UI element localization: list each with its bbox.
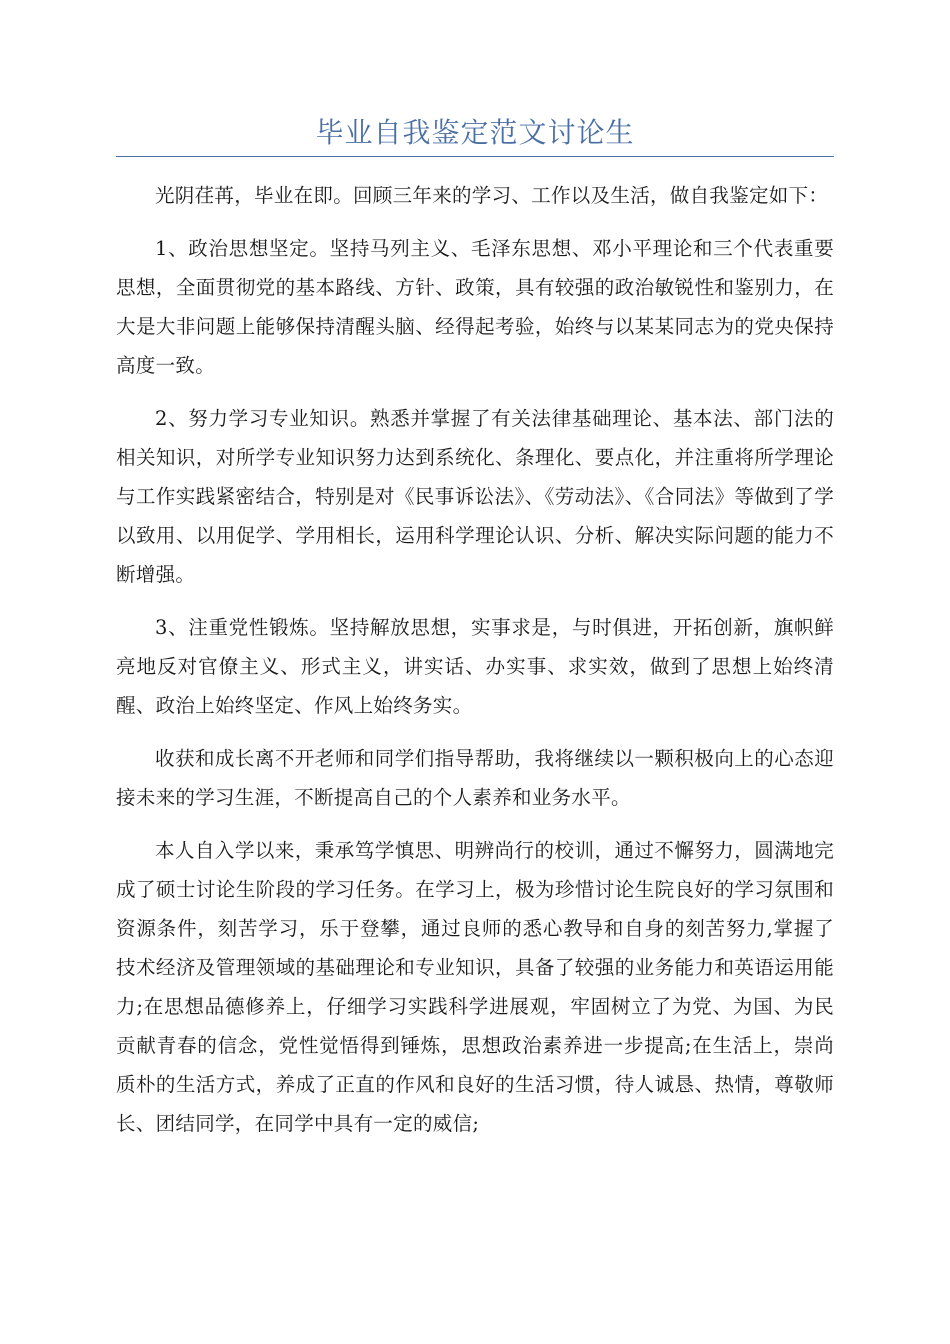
document-body: [116, 176, 834, 1157]
paragraph-political: 1、政治思想坚定。坚持马列主义、毛泽东思想、邓小平理论和三个代表重要思想，全面贯彻党的基本路线、方针、政策，具有较强的政治敏锐性和鉴别力，在大是大非问题上能够保持清醒头脑、经得起考验，始终与以某某同志为的党央保持高度一致。: [116, 237, 834, 377]
document-title: 毕业自我鉴定范文讨论生: [315, 116, 635, 149]
paragraph-summary: 本人自入学以来，秉承笃学慎思、明辨尚行的校训，通过不懈努力，圆满地完成了硕士讨论生阶段的学习任务。在学习上，极为珍惜讨论生院良好的学习氛围和资源条件，刻苦学习，乐于登攀，通过良师的悉心教导和自身的刻苦努力,掌握了技术经济及管理领域的基础理论和专业知识，具备了较强的业务能力和英语运用能力;在思想品德修养上，仔细学习实践科学进展观，牢固树立了为党、为国、为民贡献青春的信念，党性觉悟得到锤炼，思想政治素养进一步提高;在生活上，崇尚质朴的生活方式，养成了正直的作风和良好的生活习惯，待人诚恳、热情，尊敬师长、团结同学，在同学中具有一定的威信;: [116, 839, 834, 1135]
paragraph-study: 2、努力学习专业知识。熟悉并掌握了有关法律基础理论、基本法、部门法的相关知识，对所学专业知识努力达到系统化、条理化、要点化，并注重将所学理论与工作实践紧密结合，特别是对《民事诉讼法》、《劳动法》、《合同法》等做到了学以致用、以用促学、学用相长，运用科学理论认识、分析、解决实际问题的能力不断增强。: [116, 407, 834, 586]
paragraph-gratitude: 收获和成长离不开老师和同学们指导帮助，我将继续以一颗积极向上的心态迎接未来的学习生涯，不断提高自己的个人素养和业务水平。: [116, 747, 834, 809]
paragraph-party: 3、注重党性锻炼。坚持解放思想，实事求是，与时俱进，开拓创新，旗帜鲜亮地反对官僚主义、形式主义，讲实话、办实事、求实效，做到了思想上始终清醒、政治上始终坚定、作风上始终务实。: [116, 616, 834, 717]
paragraph-intro: 光阴荏苒，毕业在即。回顾三年来的学习、工作以及生活，做自我鉴定如下：: [155, 184, 829, 207]
title-block: [116, 112, 834, 157]
